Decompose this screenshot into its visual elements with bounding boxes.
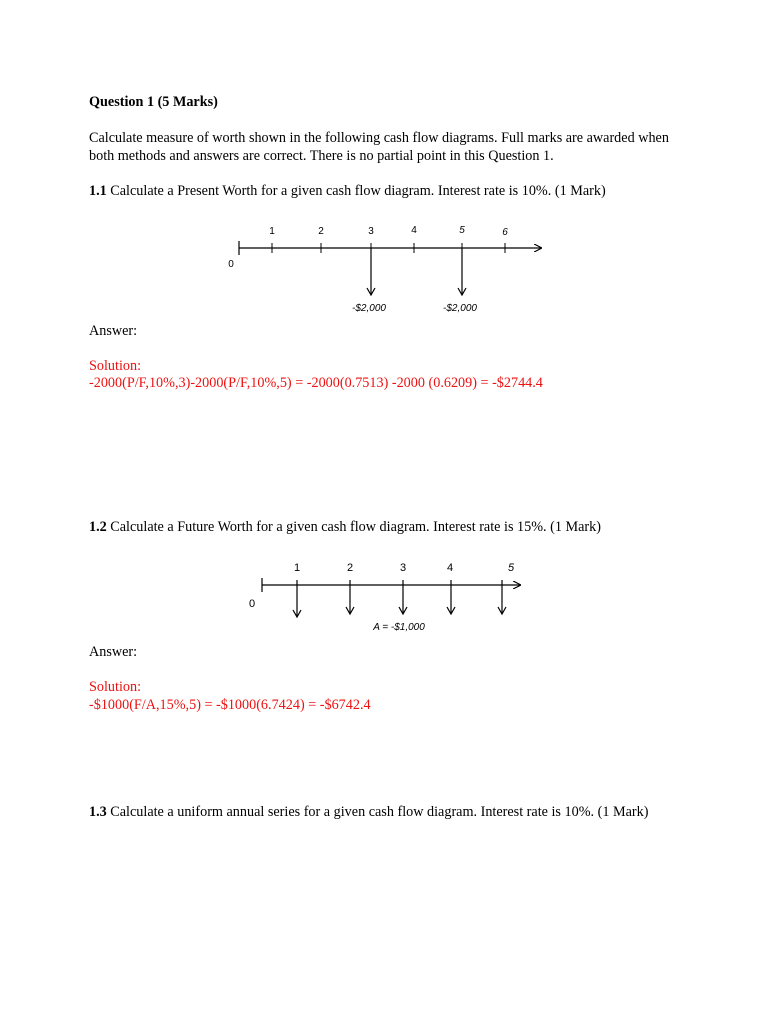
question-intro: Calculate measure of worth shown in the following cash flow diagrams. Full marks are awarded when both methods and answers are correct. There is no partial point in this Question 1.	[89, 130, 669, 164]
cash-flow-label: -$2,000	[443, 303, 477, 314]
period-label: 1	[293, 562, 301, 574]
solution-label: Solution:	[89, 679, 142, 695]
answer-label: Answer:	[89, 323, 138, 339]
period-label: 4	[411, 225, 417, 236]
period-label: 2	[318, 226, 324, 237]
period-label: 6	[502, 227, 508, 238]
period-label: 1	[269, 226, 275, 237]
series-label: A = -$1,000	[373, 622, 425, 633]
period-label: 5	[507, 562, 515, 574]
cash-flow-label: -$2,000	[352, 303, 386, 314]
solution-text: -$1000(F/A,15%,5) = -$1000(6.7424) = -$6742.4	[89, 697, 371, 713]
cash-flow-diagram-1-2	[249, 562, 520, 633]
origin-label: 0	[248, 598, 256, 610]
part-1-2-prompt	[89, 518, 601, 536]
part-number: 1.3	[89, 804, 107, 820]
period-label: 2	[346, 562, 354, 574]
part-prompt: Calculate a Present Worth for a given cash flow diagram. Interest rate is 10%. (1 Mark)	[110, 183, 606, 199]
question-heading: Question 1 (5 Marks)	[89, 94, 218, 110]
period-label: 3	[368, 226, 374, 237]
part-1-3-prompt	[89, 803, 664, 821]
solution-label: Solution:	[89, 358, 142, 374]
period-label: 4	[446, 562, 454, 574]
origin-label: 0	[228, 259, 234, 270]
part-number: 1.1	[89, 183, 107, 199]
period-label: 5	[459, 225, 465, 236]
part-prompt: Calculate a uniform annual series for a given cash flow diagram. Interest rate is 10%. (1 Mark)	[110, 804, 649, 820]
part-number: 1.2	[89, 519, 107, 535]
period-label: 3	[399, 562, 407, 574]
solution-text: -2000(P/F,10%,3)-2000(P/F,10%,5) = -2000(0.7513) -2000 (0.6209) = -$2744.4	[89, 375, 543, 391]
answer-label: Answer:	[89, 644, 138, 660]
part-prompt: Calculate a Future Worth for a given cash flow diagram. Interest rate is 15%. (1 Mark)	[110, 519, 601, 535]
